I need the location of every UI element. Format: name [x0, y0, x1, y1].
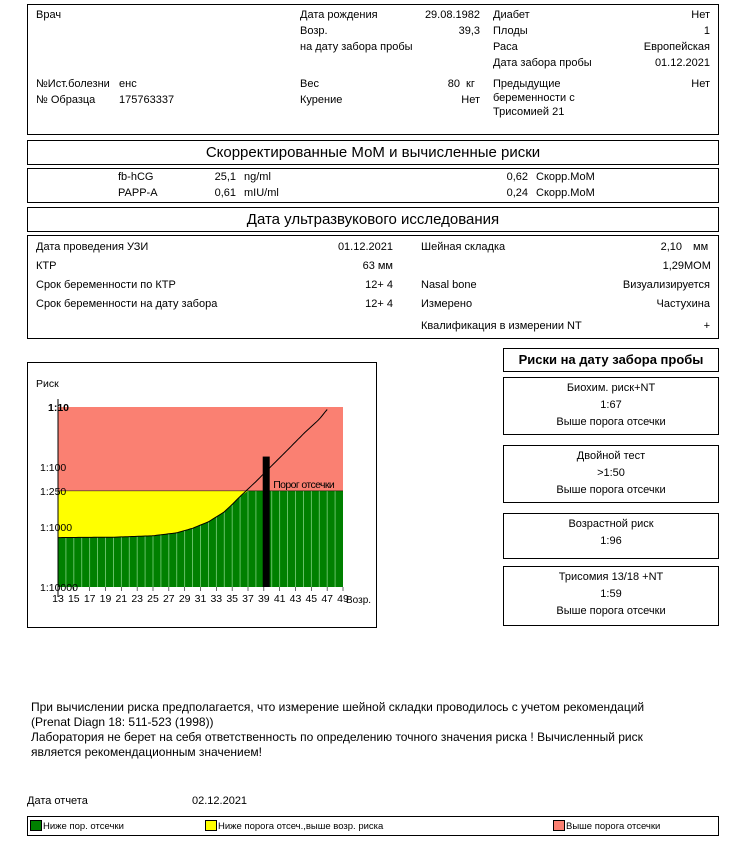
mom-row-unit: ng/ml — [244, 171, 271, 183]
history-label: №Ист.болезни — [36, 78, 110, 90]
legend-swatch-green — [30, 820, 42, 831]
risk-box-status: Выше порога отсечки — [556, 484, 666, 496]
previous-t21-label-2: беременности с — [493, 92, 575, 104]
mom-row-mom: 0,24 — [506, 187, 528, 199]
measured-by-value: Частухина — [656, 298, 710, 310]
risk-box-age — [503, 513, 719, 559]
y-tick-label: 1:1000 — [40, 522, 73, 534]
report-date-label: Дата отчета — [27, 795, 88, 807]
x-tick-label: 21 — [115, 593, 128, 605]
legend-label: Ниже пор. отсечки — [43, 821, 124, 832]
measured-by-label: Измерено — [421, 298, 473, 310]
ktp-value: 63 мм — [362, 260, 393, 272]
x-tick-label: 33 — [210, 593, 223, 605]
x-tick-label: 37 — [242, 593, 254, 605]
nt-mom-unit: MOM — [684, 260, 711, 272]
report-date-value: 02.12.2021 — [192, 795, 248, 807]
legend-swatch-yellow — [205, 820, 217, 831]
nt-unit: мм — [693, 241, 709, 253]
patient-risk-bar — [263, 457, 270, 587]
diabetes-label: Диабет — [493, 9, 530, 21]
x-tick-label: 31 — [194, 593, 207, 605]
weight-label: Вес — [300, 78, 319, 90]
x-tick-label: 41 — [273, 593, 286, 605]
ga-ktp-value: 12+ 4 — [365, 279, 393, 291]
risk-box-title: Возрастной риск — [568, 518, 654, 530]
disclaimer-line: является рекомендационным значением! — [31, 745, 262, 759]
sample-number-label: № Образца — [36, 94, 96, 106]
mom-row-value: 25,1 — [214, 171, 236, 183]
patient-info-panel — [27, 4, 719, 135]
nt-mom-value: 1,29 — [662, 260, 684, 272]
x-tick-label: 19 — [99, 593, 112, 605]
legend-label: Выше порога отсечки — [566, 821, 661, 832]
legend-swatch-red — [553, 820, 565, 831]
age-at-sample-label: на дату забора пробы — [300, 41, 413, 53]
mom-section-title: Скорректированные МоМ и вычисленные риски — [27, 140, 719, 165]
sample-date-value: 01.12.2021 — [654, 57, 710, 69]
ga-sample-label: Срок беременности на дату забора — [36, 298, 218, 310]
ultrasound-section-title: Дата ультразвукового исследования — [27, 207, 719, 232]
ga-ktp-label: Срок беременности по КТР — [36, 279, 176, 291]
disclaimer-line: Лаборатория не берет на себя ответственность по определению точного значения риска ! Вычисленный риск — [31, 730, 643, 744]
x-tick-label: 45 — [305, 593, 318, 605]
y-tick-label: 1:250 — [40, 485, 67, 498]
x-tick-labels — [52, 587, 349, 605]
nasal-bone-label: Nasal bone — [421, 279, 477, 291]
nt-label: Шейная складка — [421, 241, 506, 253]
x-tick-label: 15 — [67, 593, 80, 605]
birth-date-value: 29.08.1982 — [424, 9, 480, 21]
nt-qualification-value: + — [703, 320, 710, 332]
risk-box-biochem — [503, 377, 719, 435]
mom-row-mom: 0,62 — [506, 171, 528, 183]
disclaimer-line: При вычислении риска предполагается, что измерение шейной складки проводилось с учетом рекомендаций — [31, 700, 645, 714]
mom-row-mom-label: Скорр.MoM — [536, 171, 595, 183]
x-tick-label: 25 — [147, 593, 159, 605]
weight-value: 80 — [447, 78, 460, 90]
mom-row-mom-label: Скорр.MoM — [536, 187, 595, 199]
x-tick-label: 35 — [226, 593, 239, 605]
previous-t21-label-3: Трисомией 21 — [493, 106, 565, 118]
x-tick-label: 43 — [289, 593, 302, 605]
risk-chart — [27, 362, 377, 628]
previous-t21-value: Нет — [691, 78, 710, 90]
risk-box-trisomy-13-18 — [503, 566, 719, 626]
risk-box-status: Выше порога отсечки — [556, 605, 666, 617]
age-value: 39,3 — [458, 25, 480, 37]
diabetes-value: Нет — [691, 9, 710, 21]
us-date-value: 01.12.2021 — [337, 241, 393, 253]
mom-row-value: 0,61 — [214, 187, 236, 199]
risk-box-title: Двойной тест — [576, 450, 646, 462]
smoking-label: Курение — [300, 94, 343, 106]
ktp-label: КТР — [36, 260, 57, 272]
legend-label: Ниже порога отсеч.,выше возр. риска — [218, 821, 384, 832]
risk-box-value: >1:50 — [597, 467, 625, 479]
chart-ylabel: Риск — [36, 378, 59, 390]
disclaimer-line: (Prenat Diagn 18: 511-523 (1998)) — [31, 715, 214, 729]
risk-box-value: 1:96 — [600, 535, 622, 547]
x-tick-label: 17 — [83, 593, 96, 605]
mom-row-unit: mIU/ml — [244, 187, 279, 199]
cutoff-label: Порог отсечки — [273, 478, 335, 491]
nt-qualification-label: Квалификация в измерении NT — [421, 320, 582, 332]
risks-panel-title — [503, 348, 719, 372]
x-tick-label: 47 — [321, 593, 334, 605]
x-tick-label: 29 — [178, 593, 191, 605]
risks-title-text: Риски на дату забора пробы — [518, 352, 704, 367]
risk-box-value: 1:67 — [600, 399, 622, 411]
risk-box-title: Биохим. риск+NT — [566, 382, 656, 394]
risk-box-status: Выше порога отсечки — [556, 416, 666, 428]
age-label: Возр. — [300, 25, 328, 37]
x-tick-label: 49 — [337, 593, 349, 605]
weight-unit: кг — [466, 78, 475, 90]
sample-date-label: Дата забора пробы — [493, 57, 592, 69]
x-tick-label: 23 — [131, 593, 144, 605]
risk-box-title: Трисомия 13/18 +NT — [558, 571, 664, 583]
chart-xlabel: Возр. — [346, 595, 372, 606]
risk-box-value: 1:59 — [600, 588, 622, 600]
fetuses-value: 1 — [703, 25, 710, 37]
sample-number-value: 175763337 — [119, 94, 175, 106]
x-tick-label: 39 — [257, 593, 270, 605]
race-label: Раса — [493, 41, 518, 53]
history-value: енс — [119, 78, 137, 90]
nasal-bone-value: Визуализируется — [622, 279, 710, 291]
race-value: Европейская — [643, 41, 710, 53]
previous-t21-label-1: Предыдущие — [493, 78, 561, 90]
mom-row-name: PAPP-A — [118, 187, 158, 199]
fetuses-label: Плоды — [493, 25, 528, 37]
smoking-value: Нет — [461, 94, 480, 106]
mom-row-name: fb-hCG — [118, 171, 154, 183]
y-tick-label: 1:10 — [48, 402, 70, 414]
us-date-label: Дата проведения УЗИ — [36, 241, 149, 253]
nt-value: 2,10 — [660, 241, 682, 253]
birth-date-label: Дата рождения — [300, 9, 378, 21]
risk-box-double-test — [503, 445, 719, 503]
x-tick-label: 13 — [52, 593, 64, 605]
y-tick-label: 1:10000 — [40, 582, 78, 594]
doctor-label: Врач — [36, 9, 62, 21]
ga-sample-value: 12+ 4 — [365, 298, 393, 310]
x-tick-label: 27 — [162, 593, 175, 605]
y-tick-label: 1:100 — [40, 462, 67, 474]
